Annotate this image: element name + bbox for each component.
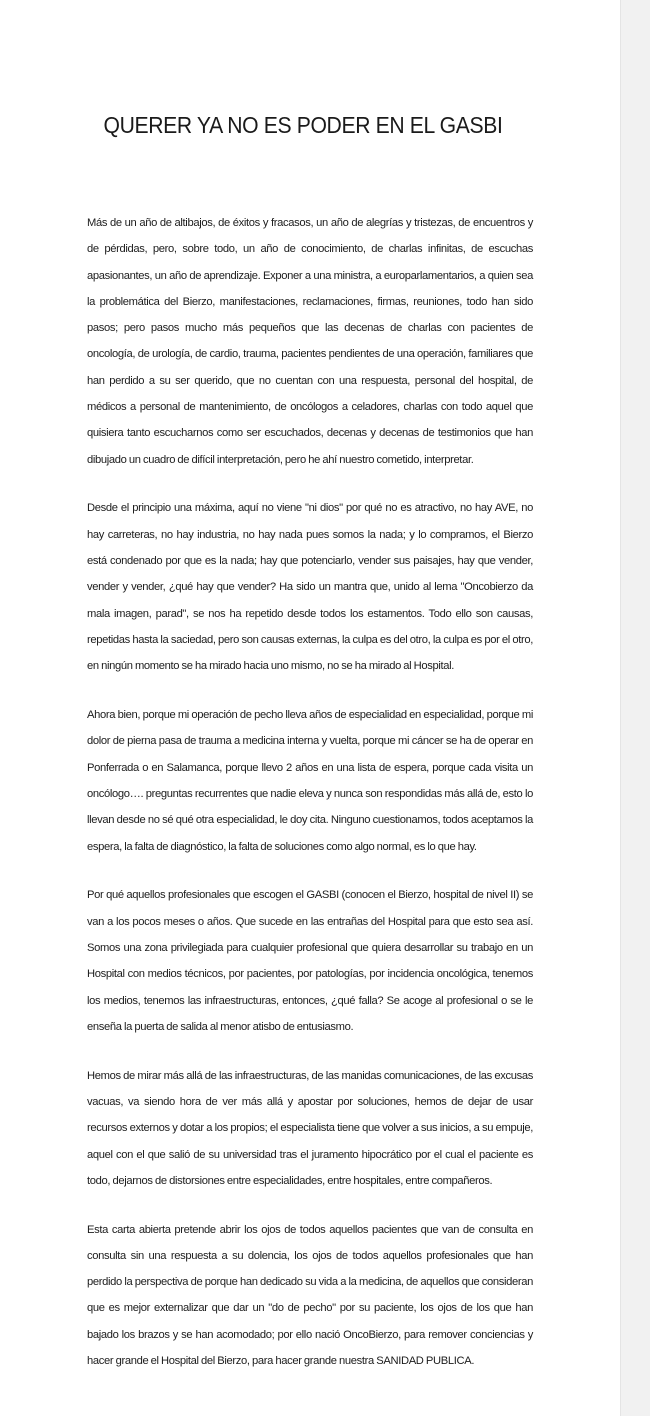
paragraph-6: Esta carta abierta pretende abrir los ojos de todos aquellos pacientes que van de consulta en consulta sin una respuesta a su dolencia, los ojos de todos aquellos profesionales que han perdido la perspectiva de porque han dedicado su vida a la medicina, de aquellos que consideran que es mejor externalizar que dar un "do de pecho" por su paciente, los ojos de los que han bajado los brazos y se han acomodado; por ello nació OncoBierzo, para remover conciencias y hacer grande el Hospital del Bierzo, para hacer grande nuestra SANIDAD PUBLICA. xyxy=(87,1223,533,1368)
paragraph-3: Ahora bien, porque mi operación de pecho lleva años de especialidad en especialidad, porque mi dolor de pierna pasa de trauma a medicina interna y vuelta, porque mi cáncer se ha de operar en Ponferrada o en Salamanca, porque llevo 2 años en una lista de espera, porque cada visita un oncólogo…. preguntas recurrentes que nadie eleva y nunca son respondidas más allá de, esto lo llevan desde no sé qué otra especialidad, le doy cita. Ninguno cuestionamos, todos aceptamos la espera, la falta de diagnóstico, la falta de soluciones como algo normal, es lo que hay. xyxy=(87,709,533,853)
paragraph-5: Hemos de mirar más allá de las infraestructuras, de las manidas comunicaciones, de las excusas vacuas, va siendo hora de ver más allá y apostar por soluciones, hemos de dejar de usar recursos externos y dotar a los propios; el especialista tiene que volver a sus inicios, a su empuje, aquel con el que salió de su universidad tras el juramento hipocrático por el cual el paciente es todo, dejarnos de distorsiones entre especialidades, entre hospitales, entre compañeros. xyxy=(87,1069,533,1187)
scrollbar-track[interactable] xyxy=(620,0,650,1416)
paragraph-1: Más de un año de altibajos, de éxitos y fracasos, un año de alegrías y tristezas, de encuentros y de pérdidas, pero, sobre todo, un año de conocimiento, de charlas infinitas, de escuchas apasionantes, un año de aprendizaje. Exponer a una ministra, a europarlamentarios, a quien sea la problemática del Bierzo, manifestaciones, reclamaciones, firmas, reuniones, todo han sido pasos; pero pasos mucho más pequeños que las decenas de charlas con pacientes de oncología, de urología, de cardio, trauma, pacientes pendientes de una operación, familiares que han perdido a su ser querido, que no cuentan con una respuesta, personal del hospital, de médicos a personal de mantenimiento, de oncólogos a celadores, charlas con todo aquel que quisiera tanto escucharnos como ser escuchados, decenas y decenas de testimonios que han dibujado un cuadro de difícil interpretación, pero he ahí nuestro cometido, interpretar. xyxy=(87,217,533,466)
paragraph-4: Por qué aquellos profesionales que escogen el GASBI (conocen el Bierzo, hospital de nivel II) se van a los pocos meses o años. Que sucede en las entrañas del Hospital para que esto sea así. Somos una zona privilegiada para cualquier profesional que quiera desarrollar su trabajo en un Hospital con medios técnicos, por pacientes, por patologías, por incidencia oncológica, tenemos los medios, tenemos las infraestructuras, entonces, ¿qué falla? Se acoge al profesional o se le enseña la puerta de salida al menor atisbo de entusiasmo. xyxy=(87,889,533,1033)
document-title: QUERER YA NO ES PODER EN EL GASBI xyxy=(103,112,503,138)
document-body xyxy=(87,210,533,1397)
paragraph-2: Desde el principio una máxima, aquí no viene "ni dios" por qué no es atractivo, no hay AVE, no hay carreteras, no hay industria, no hay nada pues somos la nada; y lo compramos, el Bierzo está condenado por que es la nada; hay que potenciarlo, vender sus paisajes, hay que vender, vender y vender, ¿qué hay que vender? Ha sido un mantra que, unido al lema "Oncobierzo da mala imagen, parad", se nos ha repetido desde todos los estamentos. Todo ello son causas, repetidas hasta la saciedad, pero son causas externas, la culpa es del otro, la culpa es por el otro, en ningún momento se ha mirado hacia uno mismo, no se ha mirado al Hospital. xyxy=(87,502,533,673)
